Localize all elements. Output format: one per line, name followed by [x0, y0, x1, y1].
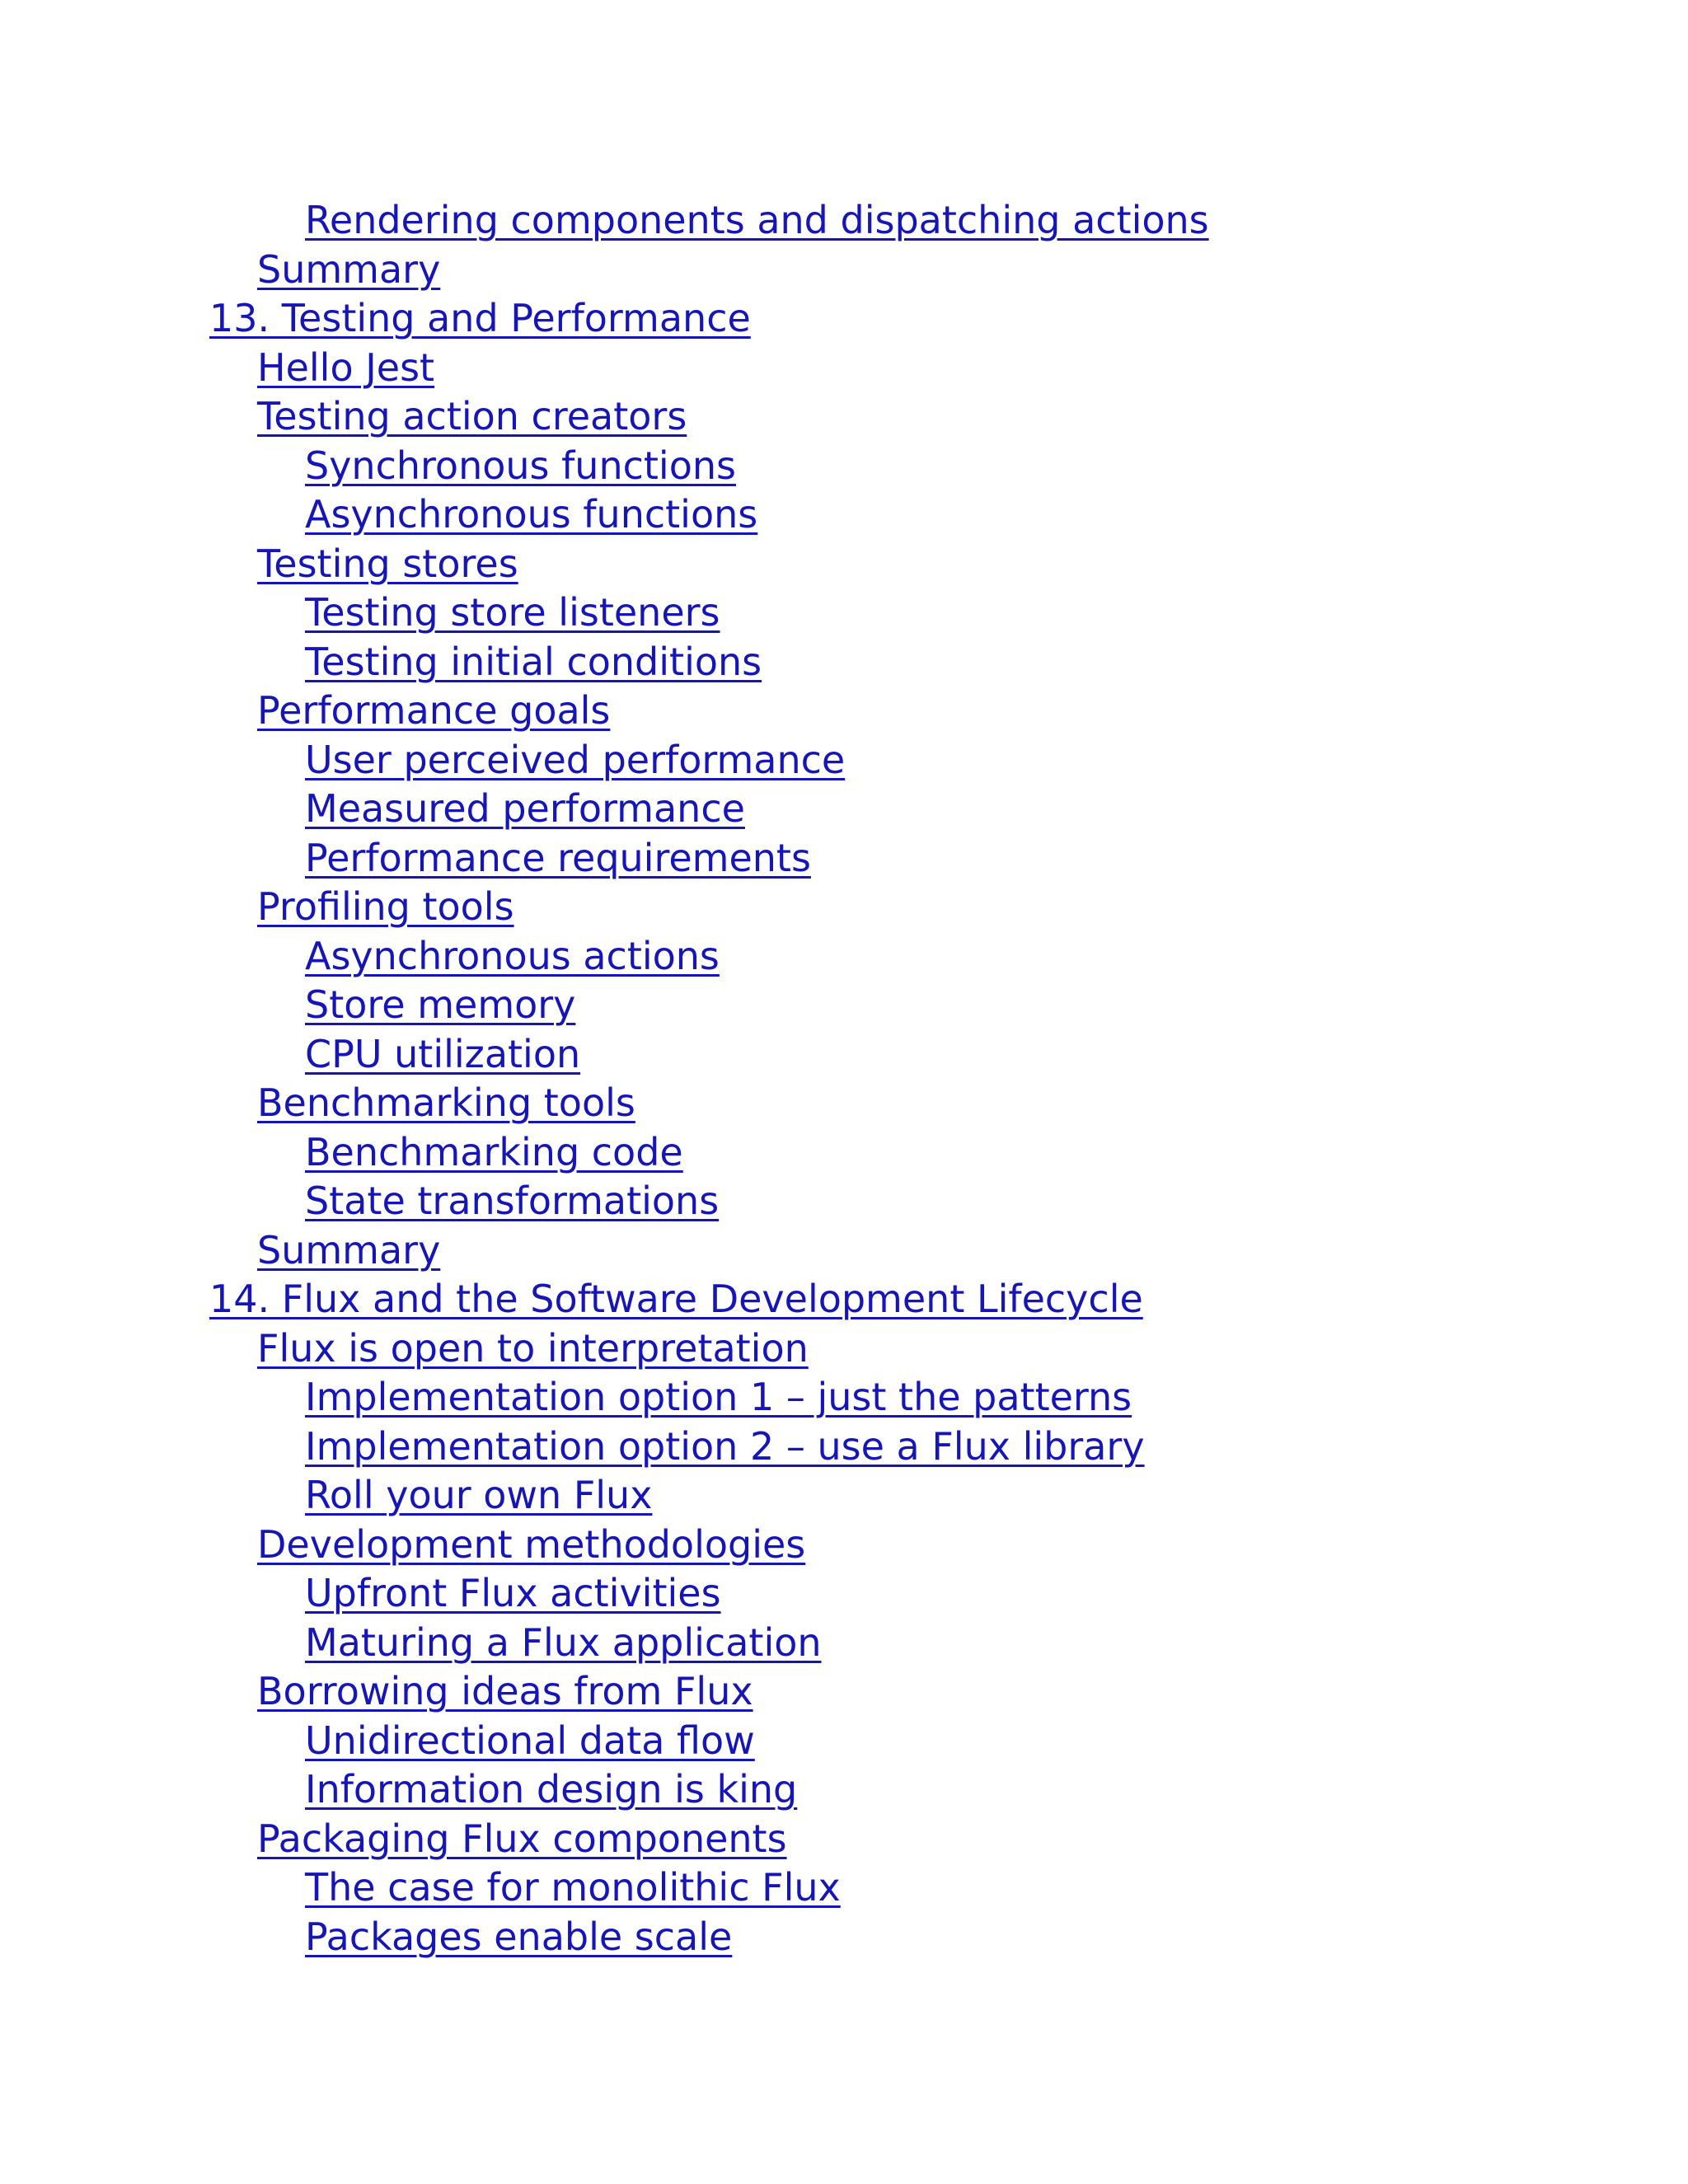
toc-link[interactable]: Packaging Flux components [257, 1816, 787, 1861]
toc-entry [0, 540, 1688, 589]
toc-entry [0, 883, 1688, 932]
toc-link[interactable]: Profiling tools [257, 884, 514, 929]
toc-link[interactable]: Performance requirements [305, 835, 811, 880]
toc-entry [0, 834, 1688, 883]
toc-link[interactable]: Measured performance [305, 786, 745, 831]
toc-link[interactable]: Roll your own Flux [305, 1473, 653, 1517]
toc-link[interactable]: Implementation option 1 – just the patterns [305, 1375, 1132, 1419]
toc-link[interactable]: Information design is king [305, 1767, 798, 1811]
toc-entry [0, 785, 1688, 834]
toc-link[interactable]: Summary [257, 246, 441, 292]
toc-link[interactable]: Benchmarking code [305, 1129, 683, 1174]
toc-link[interactable]: Asynchronous functions [305, 492, 758, 537]
toc-link[interactable]: User perceived performance [305, 737, 846, 782]
toc-entry [0, 1373, 1688, 1422]
toc-entry [0, 1667, 1688, 1717]
toc-entry [0, 1177, 1688, 1226]
toc-entry [0, 1569, 1688, 1619]
toc-link[interactable]: Packages enable scale [305, 1914, 733, 1959]
toc-link[interactable]: Maturing a Flux application [305, 1619, 822, 1665]
toc-entry [0, 1521, 1688, 1570]
toc-link[interactable]: The case for monolithic Flux [305, 1865, 841, 1910]
toc-link[interactable]: Testing action creators [257, 394, 687, 438]
toc-entry [0, 1128, 1688, 1178]
toc-link[interactable]: 13. Testing and Performance [209, 296, 751, 340]
toc-link[interactable]: Borrowing ideas from Flux [257, 1669, 753, 1713]
toc-entry [0, 1863, 1688, 1913]
toc-entry [0, 1079, 1688, 1128]
toc-entry [0, 1275, 1688, 1324]
toc-link[interactable]: 14. Flux and the Software Development Lifecycle [209, 1277, 1143, 1321]
toc-entry [0, 442, 1688, 491]
toc-entry [0, 1324, 1688, 1374]
toc-entry [0, 1717, 1688, 1766]
toc-entry [0, 932, 1688, 982]
toc-link[interactable]: Rendering components and dispatching actions [305, 198, 1209, 242]
toc-entry [0, 1471, 1688, 1521]
toc-link[interactable]: Testing stores [257, 541, 518, 586]
toc-link[interactable]: Flux is open to interpretation [257, 1325, 809, 1371]
toc-link[interactable]: Development methodologies [257, 1521, 806, 1567]
toc-entry [0, 1226, 1688, 1276]
toc-entry [0, 294, 1688, 344]
toc-link[interactable]: Synchronous functions [305, 443, 736, 488]
toc-entry [0, 638, 1688, 687]
toc-link[interactable]: Benchmarking tools [257, 1080, 635, 1125]
toc-entry [0, 246, 1688, 295]
toc-entry [0, 344, 1688, 393]
toc-entry [0, 588, 1688, 638]
toc-entry [0, 687, 1688, 736]
toc-link[interactable]: CPU utilization [305, 1031, 581, 1076]
toc-entry [0, 1815, 1688, 1864]
toc-entry [0, 1765, 1688, 1815]
toc-link[interactable]: Performance goals [257, 688, 611, 733]
toc-entry [0, 1913, 1688, 1962]
toc-link[interactable]: Summary [257, 1227, 441, 1272]
toc-link[interactable]: Testing store listeners [305, 590, 720, 635]
toc-entry [0, 196, 1688, 246]
toc-entry [0, 1422, 1688, 1472]
toc-link[interactable]: Hello Jest [257, 344, 435, 390]
toc-entry [0, 490, 1688, 540]
toc-link[interactable]: State transformations [305, 1179, 720, 1223]
toc-entry [0, 392, 1688, 442]
toc-link[interactable]: Implementation option 2 – use a Flux library [305, 1423, 1145, 1469]
toc-link[interactable]: Upfront Flux activities [305, 1571, 721, 1615]
toc-link[interactable]: Asynchronous actions [305, 933, 720, 978]
table-of-contents [0, 196, 1688, 1961]
toc-entry [0, 981, 1688, 1030]
toc-entry [0, 1619, 1688, 1668]
toc-link[interactable]: Testing initial conditions [305, 639, 762, 684]
toc-entry [0, 736, 1688, 785]
toc-link[interactable]: Unidirectional data flow [305, 1718, 755, 1763]
toc-entry [0, 1030, 1688, 1080]
toc-link[interactable]: Store memory [305, 982, 576, 1027]
